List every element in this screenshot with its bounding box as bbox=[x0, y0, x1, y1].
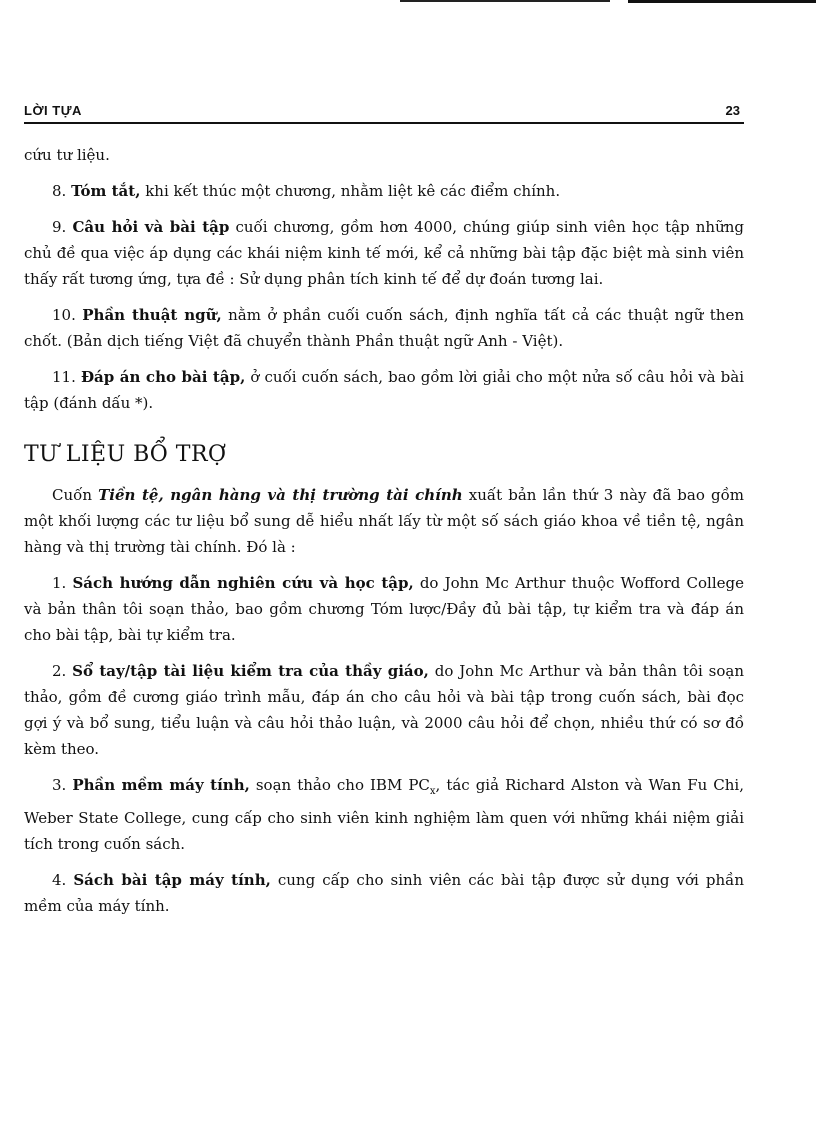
feature-item-8 bbox=[24, 178, 744, 204]
item-text: khi kết thúc một chương, nhằm liệt kê các điểm chính. bbox=[140, 182, 561, 200]
item-term: Câu hỏi và bài tập bbox=[72, 218, 230, 236]
item-number: 2. bbox=[52, 662, 67, 680]
item-term: Tóm tắt, bbox=[71, 182, 141, 200]
item-term: Phần thuật ngữ, bbox=[82, 306, 222, 324]
section-intro-paragraph: Cuốn Tiền tệ, ngân hàng và thị trường tài chính xuất bản lần thứ 3 này đã bao gồm một khối lượng các tư liệu bổ sung dễ hiểu nhất lấy từ một số sách giáo khoa về tiền tệ, ngân hàng và thị trường tài chính. Đó là : bbox=[24, 486, 744, 556]
item-number: 3. bbox=[52, 776, 67, 794]
supplement-item-4 bbox=[24, 867, 744, 919]
item-text: do John Mc Arthur và bản thân tôi soạn thảo, gồm đề cương giáo trình mẫu, đáp án cho câu hỏi và bài tập trong cuốn sách, bài đọc gợi ý và bổ sung, tiểu luận và câu hỏi thảo luận, và 2000 câu hỏi để chọn, nhiều thứ có sơ đồ kèm theo. bbox=[24, 662, 744, 758]
item-text: ở cuối cuốn sách, bao gồm lời giải cho một nửa số câu hỏi và bài tập (đánh dấu *). bbox=[24, 368, 744, 412]
item-number: 10. bbox=[52, 306, 76, 324]
item-number: 1. bbox=[52, 574, 67, 592]
item-number: 4. bbox=[52, 871, 67, 889]
item-term: Sổ tay/tập tài liệu kiểm tra của thầy giáo, bbox=[72, 662, 429, 680]
supplement-item-1 bbox=[24, 570, 744, 648]
page-number: 23 bbox=[725, 103, 740, 118]
feature-item-10 bbox=[24, 302, 744, 354]
section-title: TƯ LIỆU BỔ TRỢ bbox=[24, 442, 227, 467]
feature-item-9 bbox=[24, 214, 744, 292]
top-scan-rule-right bbox=[628, 0, 816, 3]
continuation-paragraph: cứu tư liệu. bbox=[24, 146, 110, 164]
supplement-item-2 bbox=[24, 658, 744, 762]
item-text: do John Mc Arthur thuộc Wofford College và bản thân tôi soạn thảo, bao gồm chương Tóm lược/Đầy đủ bài tập, tự kiểm tra và đáp án cho bài tập, bài tự kiểm tra. bbox=[24, 574, 744, 644]
feature-item-11 bbox=[24, 364, 744, 416]
item-term: Phần mềm máy tính, bbox=[72, 776, 250, 794]
item-text: cung cấp cho sinh viên các bài tập được sử dụng với phần mềm của máy tính. bbox=[24, 871, 744, 915]
supplement-item-3: 3. Phần mềm máy tính, soạn thảo cho IBM $PC_x$, tác giả Richard Alston và Wan Fu Chi, Weber State College, cung cấp cho sinh viên kinh nghiệm làm quen với những khái niệm giải tích trong cuốn sách. bbox=[24, 776, 744, 853]
pc-subscript: x bbox=[429, 786, 436, 797]
item-term: Sách hướng dẫn nghiên cứu và học tập, bbox=[72, 574, 414, 592]
item-term: Đáp án cho bài tập, bbox=[80, 368, 246, 386]
top-scan-rule-left bbox=[400, 0, 610, 2]
running-header-section: LỜI TỰA bbox=[24, 103, 82, 118]
item-number: 9. bbox=[52, 218, 67, 236]
running-header bbox=[24, 100, 744, 124]
page-body bbox=[24, 142, 744, 929]
item-text: cuối chương, gồm hơn 4000, chúng giúp sinh viên học tập những chủ đề qua việc áp dụng các khái niệm kinh tế mới, kể cả những bài tập đặc biệt mà sinh viên thấy rất tương ứng, tựa đề : Sử dụng phân tích kinh tế để dự đoán tương lai. bbox=[24, 218, 744, 288]
item-number: 11. bbox=[52, 368, 76, 386]
item-text: nằm ở phần cuối cuốn sách, định nghĩa tất cả các thuật ngữ then chốt. (Bản dịch tiếng Việt đã chuyển thành Phần thuật ngữ Anh - Việt). bbox=[24, 306, 744, 350]
item-number: 8. bbox=[52, 182, 67, 200]
book-title: Tiền tệ, ngân hàng và thị trường tài chính bbox=[98, 486, 463, 504]
item-term: Sách bài tập máy tính, bbox=[73, 871, 271, 889]
